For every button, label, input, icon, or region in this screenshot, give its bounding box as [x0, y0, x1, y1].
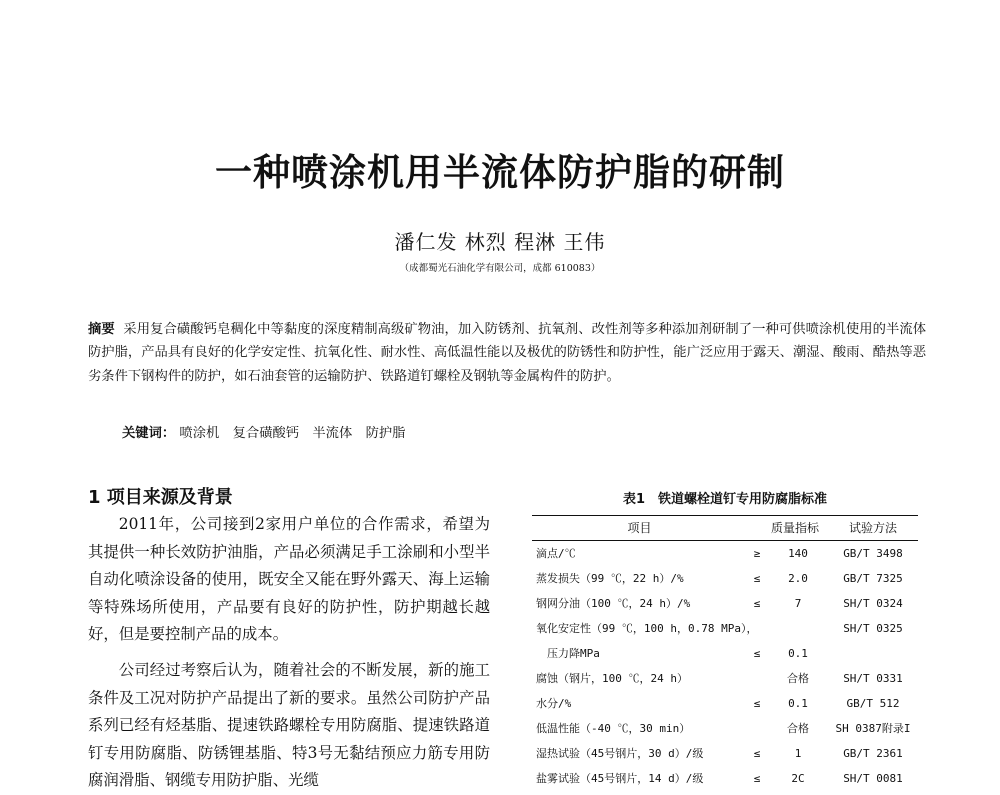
section-heading: 1 项目来源及背景	[88, 487, 233, 508]
cell-value: 2.0	[788, 572, 808, 585]
table-row	[532, 616, 918, 641]
cell-value: 2C	[791, 772, 805, 785]
cell-symbol: ≤	[753, 747, 761, 760]
cell-item: 氧化安定性（99 ℃，100 h，0.78 MPa），	[536, 622, 758, 635]
paper-title: 一种喷涂机用半流体防护脂的研制	[215, 151, 785, 194]
table-row	[532, 741, 918, 766]
cell-method: SH/T 0324	[843, 597, 903, 610]
table-caption: 表1 铁道螺栓道钉专用防腐脂标准	[622, 492, 828, 507]
cell-value: 1	[794, 747, 802, 760]
cell-method: GB/T 2361	[843, 747, 903, 760]
cell-item: 低温性能（-40 ℃，30 min）	[536, 722, 691, 735]
table-row	[532, 691, 918, 716]
cell-item: 蒸发损失（99 ℃，22 h）/%	[536, 572, 684, 585]
cell-symbol: ≤	[753, 697, 761, 710]
keywords-text: 喷涂机 复合磺酸钙 半流体 防护脂	[179, 426, 406, 441]
abstract	[88, 318, 926, 388]
data-table	[532, 515, 918, 791]
keywords-label: 关键词：	[122, 426, 176, 441]
table-row	[532, 716, 918, 741]
cell-item: 湿热试验（45号钢片，30 d）/级	[536, 747, 704, 760]
cell-method: SH/T 0081	[843, 772, 903, 785]
table-row	[532, 666, 918, 691]
cell-value: 0.1	[788, 647, 808, 660]
cell-value: 140	[788, 547, 808, 560]
table-row	[532, 566, 918, 591]
paragraph: 公司经过考察后认为，随着社会的不断发展，新的施工条件及工况对防护产品提出了新的要求。虽然公司防护产品系列已经有烃基脂、提速铁路螺栓专用防腐脂、提速铁路道钉专用防腐脂、防锈锂基脂、特3号无黏结预应力筋专用防腐润滑脂、钢缆专用防护脂、光缆	[88, 660, 490, 790]
cell-symbol: ≤	[753, 647, 761, 660]
table-row	[532, 641, 918, 666]
abstract-text: 采用复合磺酸钙皂稠化中等黏度的深度精制高级矿物油，加入防锈剂、抗氧剂、改性剂等多种添加剂研制了一种可供喷涂机使用的半流体防护脂，产品具有良好的化学安定性、抗氧化性、耐水性、高低温性能以及极优的防锈性和防护性，能广泛应用于露天、潮湿、酸雨、酷热等恶劣条件下钢构件的防护，如石油套管的运输防护、铁路道钉螺栓及钢轨等金属构件的防护。	[88, 322, 927, 384]
table-row	[532, 541, 918, 566]
cell-item: 钢网分油（100 ℃，24 h）/%	[536, 597, 691, 610]
abstract-label: 摘要	[88, 322, 115, 337]
header-method: 试验方法	[848, 521, 897, 535]
cell-value: 合格	[787, 672, 809, 685]
cell-symbol: ≥	[753, 547, 761, 560]
cell-method: GB/T 7325	[843, 572, 903, 585]
cell-method: SH/T 0325	[843, 622, 903, 635]
cell-method: SH 0387附录I	[835, 722, 911, 735]
cell-item: 水分/%	[536, 697, 572, 710]
table-row	[532, 591, 918, 616]
header-item: 项目	[627, 521, 652, 535]
cell-item: 滴点/℃	[536, 547, 576, 560]
section-body	[88, 511, 490, 795]
cell-method: GB/T 512	[846, 697, 900, 710]
cell-symbol: ≤	[753, 572, 761, 585]
table-header-row	[532, 516, 918, 540]
cell-item: 压力降MPa	[536, 647, 600, 660]
cell-value: 0.1	[788, 697, 808, 710]
cell-symbol: ≤	[753, 597, 761, 610]
cell-value: 7	[794, 597, 802, 610]
cell-value: 合格	[787, 722, 809, 735]
cell-method: GB/T 3498	[843, 547, 903, 560]
table-body	[532, 541, 918, 791]
cell-symbol: ≤	[753, 772, 761, 785]
paragraph: 2011年，公司接到2家用户单位的合作需求，希望为其提供一种长效防护油脂，产品必须满足手工涂刷和小型半自动化喷涂设备的使用，既安全又能在野外露天、海上运输等特殊场所使用，产品要有良好的防护性，防护期越长越好，但是要控制产品的成本。	[88, 515, 490, 644]
affiliation: （成都蜀光石油化学有限公司，成都 610083）	[399, 263, 601, 274]
cell-item: 盐雾试验（45号钢片，14 d）/级	[536, 772, 704, 785]
cell-item: 腐蚀（钢片，100 ℃，24 h）	[536, 672, 688, 685]
cell-method: SH/T 0331	[843, 672, 903, 685]
author-list: 潘仁发 林烈 程淋 王伟	[394, 230, 606, 254]
keywords	[122, 424, 922, 444]
header-value: 质量指标	[770, 521, 819, 535]
